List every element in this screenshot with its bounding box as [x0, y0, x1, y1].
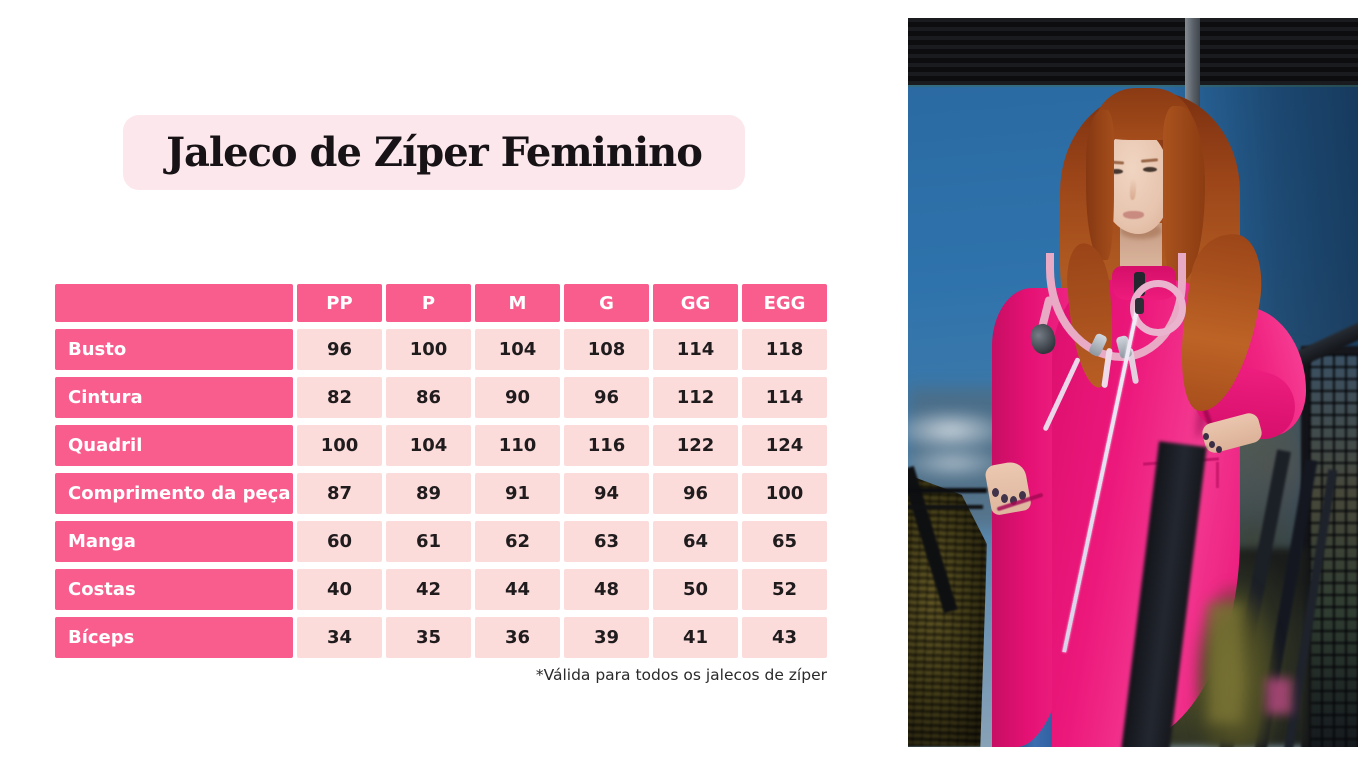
row-label-costas: Costas: [55, 569, 293, 610]
table-cell: 122: [653, 425, 738, 466]
table-corner-cell: [55, 284, 293, 322]
table-cell: 41: [653, 617, 738, 658]
photo-fence-rail: [908, 488, 987, 493]
table-cell: 62: [475, 521, 560, 562]
table-cell: 86: [386, 377, 471, 418]
table-cell: 61: [386, 521, 471, 562]
table-cell: 108: [564, 329, 649, 370]
table-cell: 114: [742, 377, 827, 418]
table-cell: 124: [742, 425, 827, 466]
woman-hair-strand: [1086, 110, 1114, 260]
fingernail: [992, 488, 999, 497]
table-cell: 96: [297, 329, 382, 370]
photo-pink-blur-spot: [1266, 678, 1292, 714]
table-cell: 87: [297, 473, 382, 514]
table-cell: 35: [386, 617, 471, 658]
table-cell: 112: [653, 377, 738, 418]
page-title: Jaleco de Zíper Feminino: [166, 129, 702, 176]
table-cell: 36: [475, 617, 560, 658]
table-cell: 42: [386, 569, 471, 610]
table-cell: 94: [564, 473, 649, 514]
table-cell: 91: [475, 473, 560, 514]
photo-fence-rail: [908, 505, 983, 509]
table-cell: 44: [475, 569, 560, 610]
title-banner: [123, 115, 745, 190]
row-label-biceps: Bíceps: [55, 617, 293, 658]
column-header-p: P: [386, 284, 471, 322]
row-label-manga: Manga: [55, 521, 293, 562]
woman-lips: [1123, 211, 1144, 219]
table-cell: 60: [297, 521, 382, 562]
photo-dark-awning: [908, 18, 1358, 85]
column-header-g: G: [564, 284, 649, 322]
size-table: [55, 284, 827, 658]
table-cell: 89: [386, 473, 471, 514]
column-header-egg: EGG: [742, 284, 827, 322]
row-label-busto: Busto: [55, 329, 293, 370]
table-cell: 104: [386, 425, 471, 466]
table-cell: 39: [564, 617, 649, 658]
column-header-gg: GG: [653, 284, 738, 322]
table-cell: 48: [564, 569, 649, 610]
table-cell: 100: [297, 425, 382, 466]
row-label-quadril: Quadril: [55, 425, 293, 466]
table-cell: 100: [742, 473, 827, 514]
table-cell: 64: [653, 521, 738, 562]
fingernail: [1001, 494, 1008, 503]
column-header-pp: PP: [297, 284, 382, 322]
table-cell: 34: [297, 617, 382, 658]
table-cell: 65: [742, 521, 827, 562]
table-cell: 50: [653, 569, 738, 610]
fingernail: [1209, 441, 1215, 448]
table-cell: 96: [653, 473, 738, 514]
table-cell: 100: [386, 329, 471, 370]
table-cell: 118: [742, 329, 827, 370]
woman-eye: [1143, 167, 1157, 172]
table-cell: 114: [653, 329, 738, 370]
table-cell: 63: [564, 521, 649, 562]
pocket-seam: [1216, 462, 1219, 488]
table-cell: 116: [564, 425, 649, 466]
fingernail: [1216, 446, 1222, 453]
table-cell: 110: [475, 425, 560, 466]
table-cell: 40: [297, 569, 382, 610]
table-cell: 104: [475, 329, 560, 370]
table-cell: 82: [297, 377, 382, 418]
photo-background-bush: [1208, 603, 1242, 723]
table-cell: 90: [475, 377, 560, 418]
row-label-comprimento: Comprimento da peça: [55, 473, 293, 514]
column-header-m: M: [475, 284, 560, 322]
table-cell: 96: [564, 377, 649, 418]
photo-mesh-fence-right: [1301, 346, 1358, 747]
table-cell: 43: [742, 617, 827, 658]
fingernail: [1203, 433, 1209, 440]
validity-footnote: *Válida para todos os jalecos de zíper: [535, 666, 827, 684]
product-photo: [908, 18, 1358, 747]
table-cell: 52: [742, 569, 827, 610]
zipper-pull: [1135, 298, 1144, 314]
row-label-cintura: Cintura: [55, 377, 293, 418]
